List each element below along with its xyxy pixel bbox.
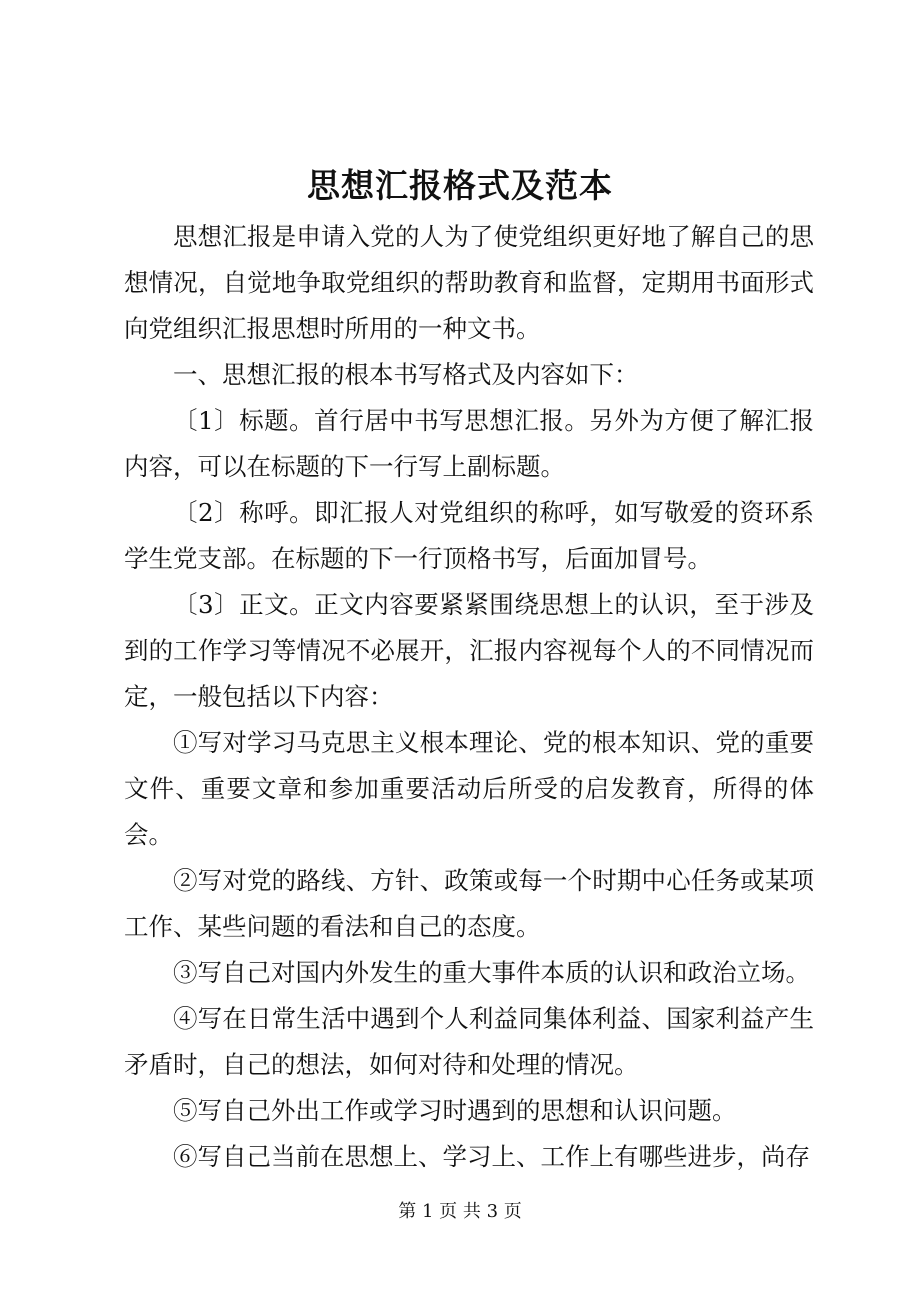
paragraph-point-4: ④写在日常生活中遇到个人利益同集体利益、国家利益产生矛盾时，自己的想法，如何对待和处理的情况。 bbox=[124, 1004, 814, 1079]
paragraph-item-salutation: 〔2〕称呼。即汇报人对党组织的称呼，如写敬爱的资环系学生党支部。在标题的下一行顶格书写，后面加冒号。 bbox=[124, 498, 814, 573]
paragraph-item-title: 〔1〕标题。首行居中书写思想汇报。另外为方便了解汇报内容，可以在标题的下一行写上副标题。 bbox=[124, 406, 814, 481]
paragraph-point-3: ③写自己对国内外发生的重大事件本质的认识和政治立场。 bbox=[173, 958, 810, 987]
paragraph-point-1: ①写对学习马克思主义根本理论、党的根本知识、党的重要文件、重要文章和参加重要活动后所受的启发教育，所得的体会。 bbox=[124, 728, 814, 849]
paragraph-intro: 思想汇报是申请入党的人为了使党组织更好地了解自己的思想情况，自觉地争取党组织的帮助教育和监督，定期用书面形式向党组织汇报思想时所用的一种文书。 bbox=[124, 222, 814, 343]
paragraph-section-heading: 一、思想汇报的根本书写格式及内容如下： bbox=[173, 360, 639, 389]
page-indicator: 第 1 页 共 3 页 bbox=[398, 1201, 522, 1222]
document-body bbox=[124, 214, 814, 1180]
paragraph-point-5: ⑤写自己外出工作或学习时遇到的思想和认识问题。 bbox=[173, 1096, 737, 1125]
paragraph-item-body: 〔3〕正文。正文内容要紧紧围绕思想上的认识，至于涉及到的工作学习等情况不必展开，汇报内容视每个人的不同情况而定，一般包括以下内容： bbox=[124, 590, 814, 711]
document-title: 思想汇报格式及范本 bbox=[307, 166, 613, 205]
paragraph-point-6: ⑥写自己当前在思想上、学习上、工作上有哪些进步，尚存 bbox=[173, 1142, 810, 1171]
paragraph-point-2: ②写对党的路线、方针、政策或每一个时期中心任务或某项工作、某些问题的看法和自己的态度。 bbox=[124, 866, 814, 941]
